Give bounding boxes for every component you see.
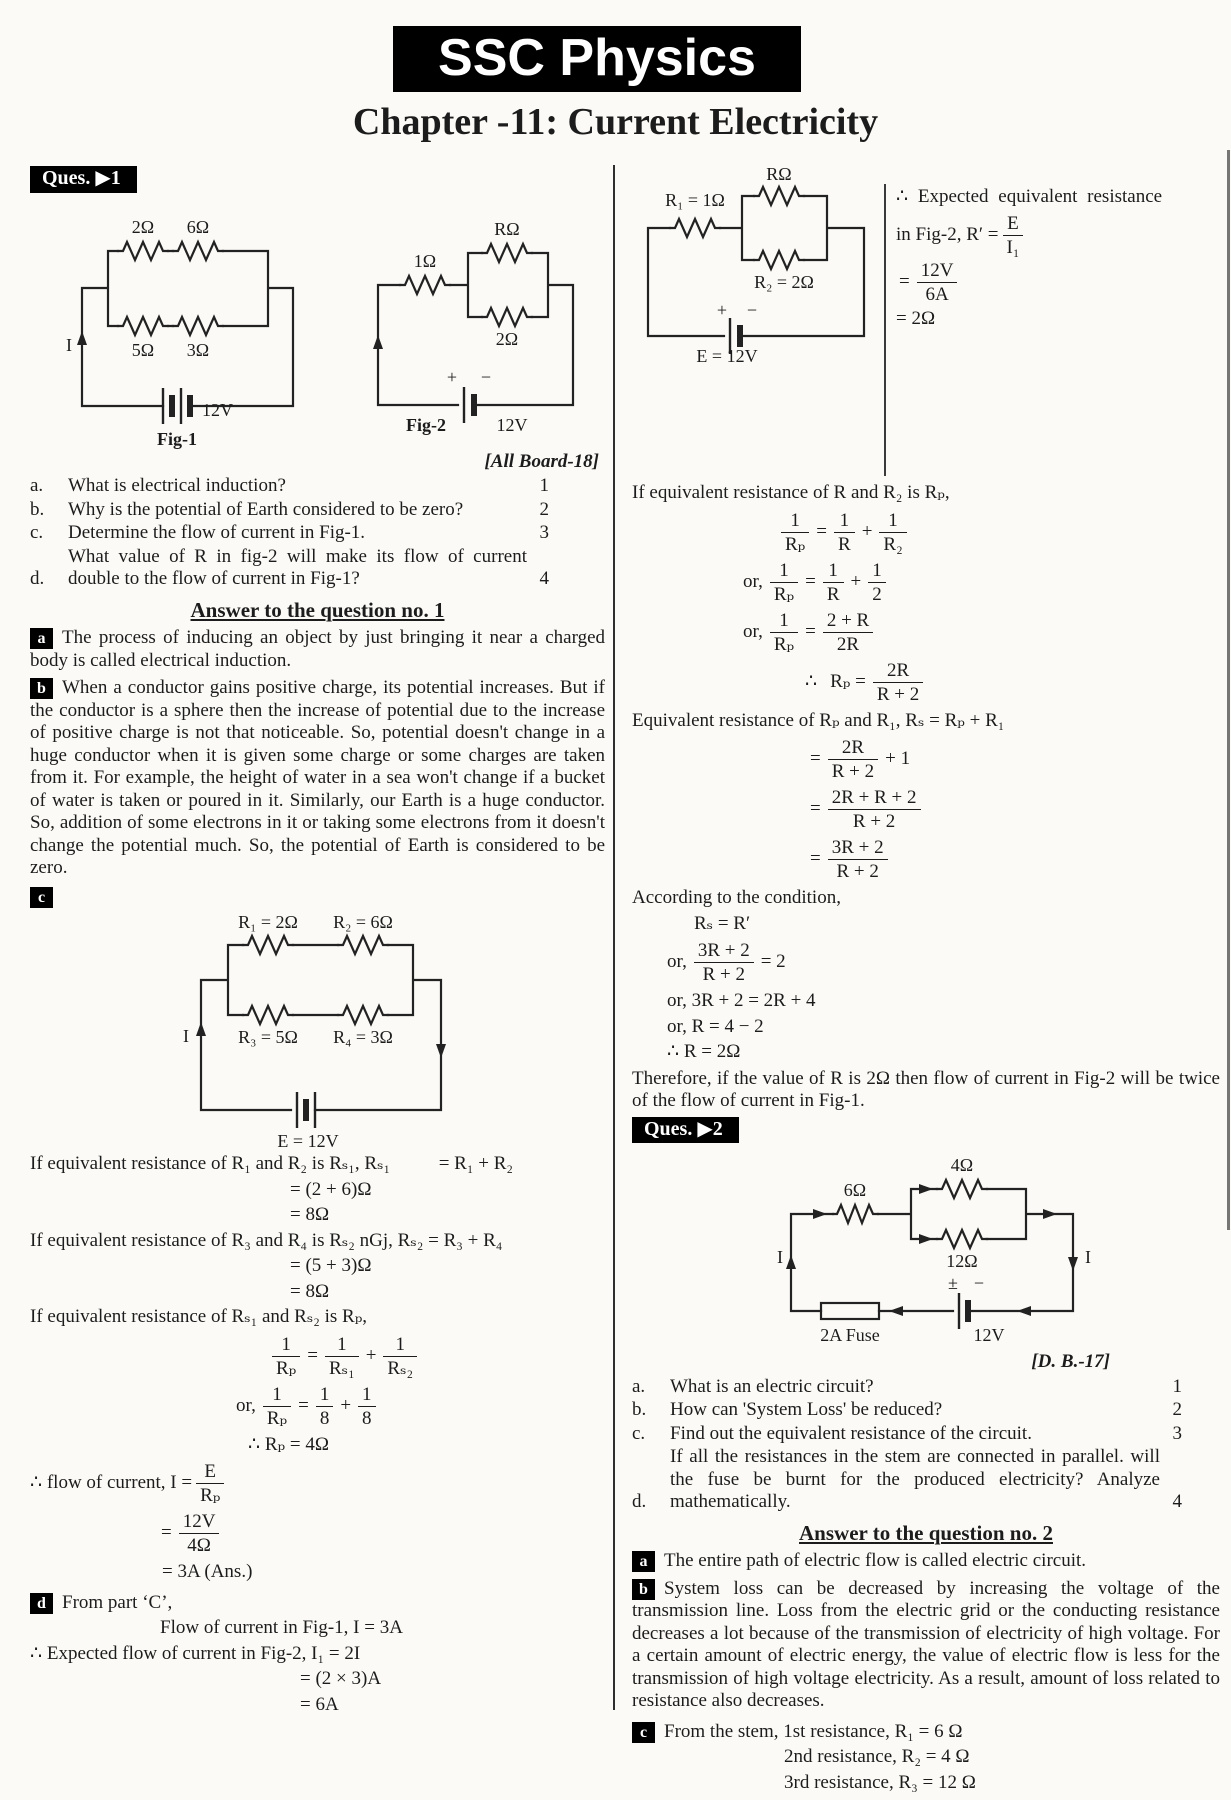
fig2-r1-label: 1Ω: [413, 250, 437, 271]
fig2-r2-label: RΩ: [494, 218, 520, 239]
answer-c-line: 3rd resistance, R₃ = 12 Ω: [784, 1771, 976, 1793]
question-1-badge: Ques. ▶1: [30, 166, 137, 193]
equation-line: or, $\frac{1}{\text{Rₚ}}$ = $\frac{1}{R}$ + $\frac{1}{2}$: [740, 560, 1220, 605]
q2fig-fuse-label: 2A Fuse: [820, 1325, 880, 1345]
fraction: $\frac{E}{\text{Rₚ}}$: [196, 1461, 224, 1506]
question-2-circuit-diagram: [741, 1151, 1111, 1349]
answer-b-badge: b: [632, 1579, 655, 1600]
current-arrow: [813, 1209, 827, 1219]
cfig-r2-label: R₂ = 6Ω: [332, 912, 393, 932]
fraction: $\frac{1}{\text{Rₚ}}$: [263, 1384, 291, 1429]
fig1-voltage-label: 12V: [202, 399, 233, 420]
q2fig-r2-label: 4Ω: [950, 1155, 974, 1175]
fraction: $\frac{1}{\text{Rₚ}}$: [781, 510, 809, 555]
q2fig-minus-label: −: [973, 1273, 985, 1293]
q2fig-plus-label: ±: [948, 1273, 958, 1293]
answer-d-line: Flow of current in Fig-1, I = 3A: [160, 1617, 403, 1638]
topfig-r2-label: RΩ: [766, 166, 792, 184]
question-text: What is electrical induction?: [68, 475, 286, 496]
question-item-d: [30, 546, 605, 591]
equation-line: = $\frac{2R + R + 2}{R + 2}$: [807, 787, 1220, 832]
fraction: $\frac{1}{\text{Rₚ}}$: [770, 560, 798, 605]
question-letter: a.: [632, 1375, 646, 1397]
answer-a-paragraph: [632, 1550, 1220, 1573]
question-item-a: [632, 1376, 1220, 1399]
equation-line: or, $\frac{1}{\text{Rₚ}}$ = $\frac{1}{8}$ + $\frac{1}{8}$: [233, 1384, 605, 1429]
circuit-wires: [82, 242, 293, 406]
q2fig-current-left-label: I: [777, 1247, 783, 1267]
circuit-wires: [791, 1180, 1073, 1311]
answer-a-badge: a: [30, 628, 53, 649]
current-arrow: [1017, 1306, 1031, 1316]
equation-line: or, $\frac{1}{\text{Rₚ}}$ = $\frac{2 + R}{2R}$: [740, 610, 1220, 655]
q2fig-current-right-label: I: [1085, 1247, 1091, 1267]
current-arrow: [436, 1044, 446, 1058]
answer-heading-2: Answer to the question no. 2: [799, 1520, 1053, 1545]
equation-line: ∴ flow of current, I = $\frac{E}{\text{Rₚ}}$: [30, 1461, 605, 1506]
scan-edge-artifact: [1227, 150, 1230, 1230]
fraction: $\frac{3R + 2}{R + 2}$: [828, 837, 888, 882]
fraction: $\frac{1}{R}$: [823, 560, 844, 605]
fig2-caption: Fig-2: [406, 414, 446, 435]
battery-symbol: [163, 388, 190, 424]
equation-line: $\frac{1}{\text{Rₚ}}$ = $\frac{1}{\text{Rₛ₁}}$ + $\frac{1}{\text{Rₛ₂}}$: [268, 1334, 605, 1379]
calc-line: = (5 + 3)Ω: [290, 1255, 372, 1276]
fig1-current-label: I: [66, 334, 72, 355]
q2fig-r1-label: 6Ω: [843, 1180, 867, 1200]
question-letter: b.: [30, 498, 45, 520]
equation-line: ∴ Rₚ = 4Ω: [248, 1433, 329, 1455]
question-marks: 1: [1172, 1375, 1182, 1397]
resistor-symbol: [173, 242, 223, 260]
answer-c-figure: [30, 910, 605, 1150]
answer-d-badge: d: [30, 1593, 53, 1614]
question-item-b: [632, 1399, 1220, 1422]
board-reference: [D. B.-17]: [1031, 1351, 1110, 1372]
equation-line: $\frac{1}{\text{Rₚ}}$ = $\frac{1}{R}$ + $\frac{1}{\text{R₂}}$: [777, 510, 1220, 555]
answer-b-text: When a conductor gains positive charge, its potential increases. But if the conductor is a sphere then the increase of potential due to the increase of positive charge is not that noticeable. So, potential doesn't change in a huge conductor when it is given some charge or some charges are taken from it. For example, the height of water in a sea won't change if a bucket of water is taken or poured in it. Similarly, our Earth is a huge conductor. So, addition of some electrons in it or taking some electrons from it doesn't change the potential much. So, the potential of Earth is considered to be zero.: [30, 677, 605, 878]
fig1-r2-label: 6Ω: [186, 216, 210, 237]
equation-line: = 2Ω: [896, 307, 936, 329]
question-text: What is an electric circuit?: [670, 1375, 874, 1397]
question-item-c: [30, 522, 605, 545]
answer-a-badge: a: [632, 1551, 655, 1572]
calc-line: If equivalent resistance of R₃ and R₄ is Rₛ₂ nGj, Rₛ₂ = R₃ + R₄: [30, 1229, 503, 1251]
calc-line: [30, 1153, 605, 1176]
circuit-wires: [378, 244, 573, 405]
equation-line: ∴ R = 2Ω: [667, 1041, 741, 1062]
fraction: $\frac{1}{2}$: [868, 560, 886, 605]
current-arrow: [919, 1184, 933, 1194]
fraction: $\frac{1}{\text{Rₚ}}$: [272, 1334, 300, 1379]
question-marks: 2: [1172, 1399, 1182, 1420]
equation-line: = $\frac{12V}{4\Omega}$: [158, 1511, 605, 1556]
resistor-symbol: [937, 1230, 987, 1248]
resistor-symbol: [243, 936, 293, 954]
fig2-r3-label: 2Ω: [495, 328, 519, 349]
resistor-symbol: [173, 317, 223, 335]
answer-d-line: ∴ Expected flow of current in Fig-2, I₁ = 2I: [30, 1642, 361, 1664]
resistor-symbol: [338, 1006, 388, 1024]
current-arrow: [1068, 1257, 1078, 1271]
resistor-symbol: [482, 244, 532, 262]
fig1-caption: Fig-1: [157, 428, 197, 449]
resistor-symbol: [670, 219, 720, 237]
question-letter: a.: [30, 475, 44, 496]
fraction: $\frac{12V}{6A}$: [917, 260, 958, 305]
topfig-minus-label: −: [746, 300, 758, 320]
answer-d-line: = (2 × 3)A: [300, 1668, 382, 1689]
current-arrow: [1043, 1209, 1057, 1219]
fraction: $\frac{1}{8}$: [316, 1384, 334, 1429]
chapter-title: Chapter -11: Current Electricity: [352, 101, 879, 143]
topfig-r1-label: R₁ = 1Ω: [665, 190, 725, 210]
current-arrow: [373, 335, 383, 349]
question-letter: b.: [632, 1399, 647, 1420]
conclusion-paragraph: Therefore, if the value of R is 2Ω then flow of current in Fig-2 will be twice of the flow of current in Fig-1.: [632, 1067, 1220, 1111]
fig1-r4-label: 3Ω: [186, 339, 210, 360]
equation-line: = $\frac{12V}{6A}$: [896, 260, 1220, 305]
q2fig-r3-label: 12Ω: [946, 1251, 978, 1271]
equation-line: ∴ Rₚ = $\frac{2R}{R + 2}$: [802, 660, 1220, 705]
current-arrow: [77, 331, 87, 345]
question-marks: 3: [539, 522, 549, 543]
answer-heading-1: Answer to the question no. 1: [190, 597, 445, 622]
q2fig-voltage-label: 12V: [973, 1325, 1005, 1345]
fraction: $\frac{2R}{R + 2}$: [828, 737, 878, 782]
answer-a-text: The process of inducing an object by just bringing it near a charged body is called electrical induction.: [30, 627, 605, 671]
fraction: $\frac{1}{8}$: [358, 1384, 376, 1429]
battery-symbol: [297, 1092, 315, 1128]
resistor-symbol: [338, 936, 388, 954]
fraction: $\frac{3R + 2}{R + 2}$: [694, 940, 754, 985]
fig1-r3-label: 5Ω: [131, 339, 155, 360]
equation-line: = $\frac{3R + 2}{R + 2}$: [807, 837, 1220, 882]
answer-c-circuit-diagram: [153, 910, 483, 1150]
question-marks: 1: [539, 475, 549, 496]
battery-symbol: [464, 387, 474, 423]
column-divider: [613, 165, 615, 1710]
question-letter: d.: [632, 1491, 647, 1512]
question-letter: d.: [30, 568, 45, 589]
cfig-r1-label: R₁ = 2Ω: [237, 912, 298, 932]
answer-c-line: 2nd resistance, R₂ = 4 Ω: [784, 1746, 970, 1767]
question-text: Why is the potential of Earth considered to be zero?: [68, 498, 464, 520]
resistor-symbol: [482, 308, 532, 326]
board-reference: [All Board-18]: [484, 450, 599, 472]
answer-d-line: = 6A: [300, 1693, 339, 1715]
answer-a-paragraph: [30, 627, 605, 672]
topfig-voltage-label: E = 12V: [696, 346, 758, 364]
question-marks: 4: [1172, 1491, 1182, 1512]
resistor-symbol: [118, 242, 168, 260]
answer-d-line: d From part ‘C’,: [30, 1592, 605, 1615]
answer-b-paragraph: [30, 677, 605, 880]
calc-line: = 8Ω: [290, 1280, 330, 1302]
fraction: $\frac{2R + R + 2}{R + 2}$: [828, 787, 921, 832]
resistor-symbol: [754, 251, 804, 269]
current-arrow: [196, 1022, 206, 1036]
fraction: $\frac{1}{\text{Rₚ}}$: [770, 610, 798, 655]
calc-line: According to the condition,: [632, 887, 841, 908]
fig2-plus-label: +: [446, 366, 458, 387]
left-column: [30, 166, 605, 1719]
calc-text: If equivalent resistance of R₁ and R₂ is Rₛ₁, Rₛ₁: [30, 1153, 391, 1174]
fraction: $\frac{2R}{R + 2}$: [873, 660, 923, 705]
resistor-symbol: [400, 276, 450, 294]
fig2-circuit-diagram: [360, 215, 595, 443]
calc-line: If equivalent resistance of R and R₂ is Rₚ,: [632, 482, 950, 503]
fraction: $\frac{1}{\text{R₂}}$: [879, 510, 906, 555]
cfig-r3-label: R₃ = 5Ω: [237, 1027, 298, 1047]
calc-text: = R₁ + R₂: [438, 1153, 513, 1174]
equation-line: = 3A (Ans.): [162, 1561, 253, 1582]
fig2-voltage-label: 12V: [496, 414, 528, 435]
question-text: How can 'System Loss' be reduced?: [670, 1399, 943, 1420]
calc-line: = (2 + 6)Ω: [290, 1178, 372, 1200]
equation-line: = $\frac{2R}{R + 2}$ + 1: [810, 737, 911, 782]
equation-line: in Fig-2, R′ = $\frac{E}{\text{I₁}}$: [896, 213, 1220, 258]
expected-resistance-note: [896, 166, 1220, 333]
answer-c-badge: c: [632, 1722, 655, 1743]
question-2-badge: Ques. ▶2: [632, 1117, 739, 1144]
equation-line: Rₛ = R′: [694, 912, 751, 934]
equation-line: or, 3R + 2 = 2R + 4: [667, 990, 816, 1011]
cfig-current-label: I: [182, 1026, 189, 1046]
fig1-r1-label: 2Ω: [131, 216, 155, 237]
question-2-figure: [632, 1151, 1220, 1349]
current-arrow: [786, 1255, 796, 1269]
question-item-c: [632, 1423, 1220, 1446]
question-text: Determine the flow of current in Fig-1.: [68, 522, 366, 543]
resistor-symbol: [833, 1205, 878, 1223]
calc-line: = 8Ω: [290, 1204, 330, 1225]
resistor-symbol: [754, 187, 804, 205]
question-letter: c.: [30, 522, 44, 543]
fraction: $\frac{1}{R}$: [834, 510, 855, 555]
question-marks: 3: [1172, 1422, 1182, 1444]
calc-line: Equivalent resistance of Rₚ and R₁, Rₛ = Rₚ + R₁: [632, 709, 1005, 731]
question-item-d: [632, 1446, 1220, 1514]
fig1-circuit-diagram: [60, 201, 315, 449]
battery-symbol: [959, 1293, 968, 1329]
question-text: If all the resistances in the stem are connected in parallel. will the fuse be burnt for the produced electricity? Analyze mathematically.: [670, 1446, 1160, 1512]
answer-b-text: System loss can be decreased by increasing the voltage of the transmission line. Loss from the electric grid or the conducting resistance decreases a lot because of the transmission of electricity of high voltage. For a certain amount of electric energy, the value of electric flow is less for the transmission of high voltage electricity. As a result, amount of loss related to resistance also decreases.: [632, 1577, 1220, 1711]
question-item-a: [30, 475, 605, 498]
answer-c-line: c From the stem, 1st resistance, R₁ = 6 Ω: [632, 1721, 1220, 1744]
fraction: $\frac{12V}{4\Omega}$: [179, 1511, 220, 1556]
note-line: ∴ Expected equivalent resistance: [896, 186, 1163, 207]
resistor-symbol: [243, 1006, 293, 1024]
fraction: $\frac{E}{\text{I₁}}$: [1003, 213, 1024, 258]
current-arrow: [889, 1306, 903, 1316]
topfig-r3-label: R₂ = 2Ω: [754, 272, 814, 292]
question-letter: c.: [632, 1422, 646, 1444]
question-text: What value of R in fig-2 will make its flow of current double to the flow of current in Fig-1?: [68, 545, 527, 589]
top-figure-row: [632, 166, 1220, 476]
cfig-r4-label: R₄ = 3Ω: [332, 1027, 393, 1047]
fraction: $\frac{1}{\text{Rₛ₁}}$: [325, 1334, 359, 1379]
topfig-plus-label: +: [716, 300, 728, 320]
question-text: Find out the equivalent resistance of the circuit.: [670, 1422, 1032, 1444]
expected-circuit-diagram: [632, 166, 882, 364]
right-column: [632, 166, 1220, 1797]
resistor-symbol: [937, 1180, 987, 1198]
question-marks: 2: [539, 498, 549, 520]
inner-divider: [884, 184, 886, 476]
cfig-voltage-label: E = 12V: [276, 1131, 339, 1150]
question-item-b: [30, 499, 605, 522]
book-title-banner: SSC Physics: [393, 26, 801, 92]
current-arrow: [919, 1234, 933, 1244]
fig2-minus-label: −: [480, 366, 492, 387]
calc-line: If equivalent resistance of Rₛ₁ and Rₛ₂ is Rₚ,: [30, 1306, 368, 1327]
equation-line: or, R = 4 − 2: [667, 1015, 764, 1037]
fig1-fig2-row: [30, 197, 605, 449]
question-marks: 4: [539, 568, 549, 589]
fuse-symbol: [821, 1303, 879, 1319]
fraction: $\frac{2 + R}{2R}$: [823, 610, 873, 655]
answer-a-text: The entire path of electric flow is called electric circuit.: [664, 1550, 1087, 1571]
answer-c-badge: c: [30, 887, 53, 908]
answer-b-badge: b: [30, 678, 53, 699]
equation-line: or, $\frac{3R + 2}{R + 2}$ = 2: [667, 940, 786, 985]
circuit-wires: [201, 936, 441, 1110]
fraction: $\frac{1}{\text{Rₛ₂}}$: [383, 1334, 417, 1379]
resistor-symbol: [118, 317, 168, 335]
answer-b-paragraph: [632, 1578, 1220, 1713]
